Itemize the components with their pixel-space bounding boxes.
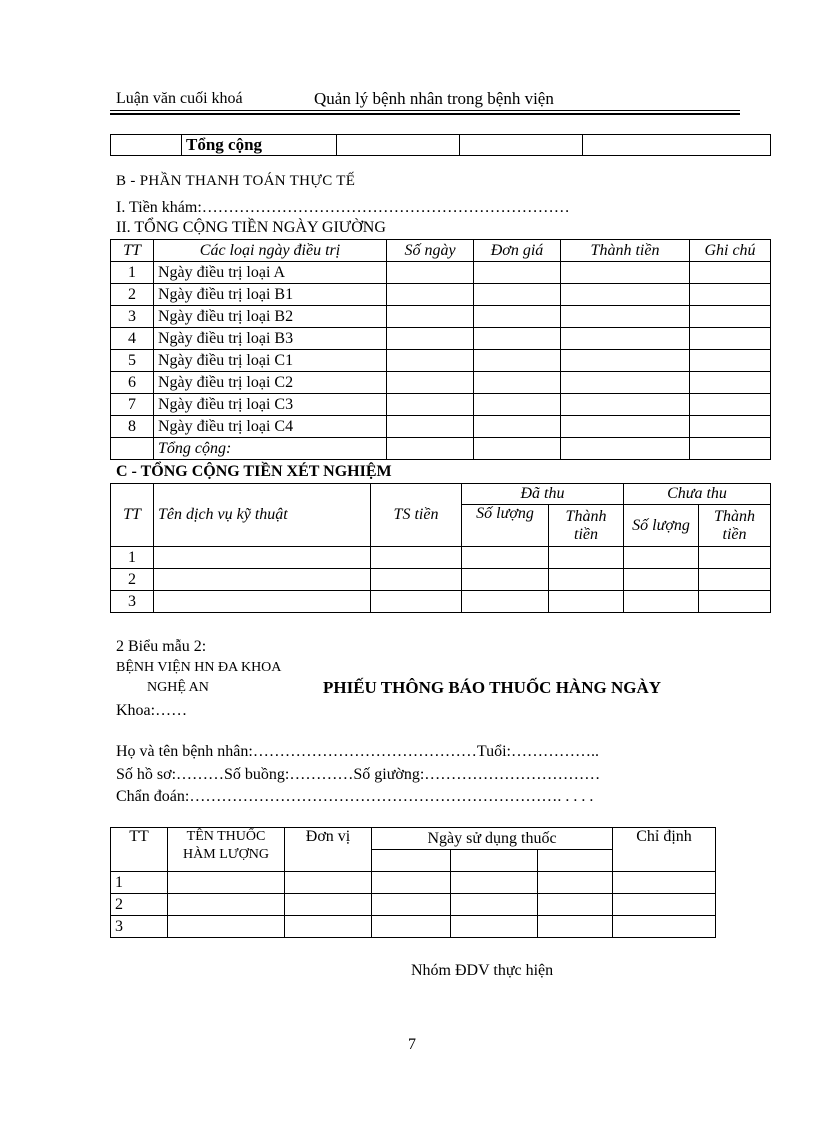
- col-header-thanh-tien-2: Thành tiền: [699, 505, 771, 547]
- row-tt: 3: [111, 591, 154, 613]
- table-cell: [561, 306, 690, 328]
- table-cell: [474, 372, 561, 394]
- tien-kham-line: I. Tiền khám:……………………………………………………………: [116, 199, 570, 216]
- total-label: Tổng cộng: [182, 135, 337, 156]
- table-cell: [285, 872, 372, 894]
- row-tt: 2: [111, 569, 154, 591]
- table-cell: [451, 916, 538, 938]
- table-cell: [337, 135, 460, 156]
- row-name: Ngày điều trị loại B3: [154, 328, 387, 350]
- table-cell: [462, 569, 549, 591]
- table-cell: [561, 284, 690, 306]
- row-tt: 2: [111, 284, 154, 306]
- table-cell: [538, 850, 613, 872]
- table-row: [111, 135, 771, 156]
- table-cell: [451, 894, 538, 916]
- table-cell: [583, 135, 771, 156]
- row-name: Ngày điều trị loại C2: [154, 372, 387, 394]
- table-cell: [372, 894, 451, 916]
- col-header-ngay-su-dung: Ngày sử dụng thuốc: [372, 828, 613, 850]
- col-header-chi-dinh: Chỉ định: [613, 828, 716, 872]
- table-cell: [538, 894, 613, 916]
- col-header-tt: TT: [111, 240, 154, 262]
- table-row: [111, 394, 771, 416]
- table-cell: [154, 547, 371, 569]
- table-row: [111, 284, 771, 306]
- row-tt: 6: [111, 372, 154, 394]
- table-row: [111, 569, 771, 591]
- table-header-row: [111, 240, 771, 262]
- table-cell: [372, 872, 451, 894]
- hospital-name-line1: BỆNH VIỆN HN ĐA KHOA: [116, 660, 282, 675]
- header-rule-thick: [110, 113, 740, 115]
- row-tt: 3: [111, 916, 168, 938]
- col-header-loai: Các loại ngày điều trị: [154, 240, 387, 262]
- page-number: 7: [408, 1036, 416, 1053]
- table-cell: [474, 438, 561, 460]
- col-header-so-luong-2: Số lượng: [624, 505, 699, 547]
- table-cell: [699, 547, 771, 569]
- table-cell: [690, 438, 771, 460]
- section-c-title: C - TỔNG CỘNG TIỀN XÉT NGHIỆM: [116, 463, 392, 480]
- col-header-da-thu: Đã thu: [462, 484, 624, 505]
- table-cell: [624, 591, 699, 613]
- table-cell: [168, 872, 285, 894]
- row-tt: 5: [111, 350, 154, 372]
- table-cell: [474, 350, 561, 372]
- table-cell: [451, 872, 538, 894]
- table-cell: [549, 547, 624, 569]
- table-cell: [561, 328, 690, 350]
- row-tt: 2: [111, 894, 168, 916]
- giuong-table: [110, 239, 771, 460]
- section-b-title: B - PHẦN THANH TOÁN THỰC TẾ: [116, 173, 356, 189]
- table-cell: [613, 872, 716, 894]
- row-tt: 1: [111, 547, 154, 569]
- ten-thuoc-label: TÊN THUỐC: [186, 829, 266, 844]
- table-cell: [460, 135, 583, 156]
- row-name: Ngày điều trị loại C1: [154, 350, 387, 372]
- table-row: [111, 262, 771, 284]
- table-cell: [474, 284, 561, 306]
- section-ii-title: II. TỔNG CỘNG TIỀN NGÀY GIƯỜNG: [116, 219, 386, 236]
- col-header-ten-thuoc: [168, 828, 285, 872]
- row-tt: 8: [111, 416, 154, 438]
- table-cell: [561, 438, 690, 460]
- table-cell: [285, 894, 372, 916]
- table-cell: [462, 547, 549, 569]
- table-cell: [387, 372, 474, 394]
- table-cell: [690, 306, 771, 328]
- table-cell: [372, 850, 451, 872]
- table-row: [111, 350, 771, 372]
- patient-name-line: Họ và tên bệnh nhân:……………………………………Tuổi:……………..: [116, 743, 599, 760]
- table-cell: [613, 916, 716, 938]
- table-total-row: [111, 438, 771, 460]
- table-cell: [387, 284, 474, 306]
- row-tt: 4: [111, 328, 154, 350]
- table-row: [111, 306, 771, 328]
- col-header-so-ngay: Số ngày: [387, 240, 474, 262]
- table-cell: [154, 569, 371, 591]
- row-name: Ngày điều trị loại B1: [154, 284, 387, 306]
- table-cell: [690, 372, 771, 394]
- row-tt: 1: [111, 262, 154, 284]
- table-cell: [387, 262, 474, 284]
- table-cell: [561, 372, 690, 394]
- table-cell: [372, 916, 451, 938]
- table-cell: [538, 916, 613, 938]
- col-header-thanh-tien: Thành tiền: [561, 240, 690, 262]
- col-header-don-vi: Đơn vị: [285, 828, 372, 872]
- table-cell: [690, 394, 771, 416]
- table-cell: [699, 591, 771, 613]
- table-row: [111, 372, 771, 394]
- table-cell: [561, 416, 690, 438]
- table-cell: [624, 569, 699, 591]
- xet-nghiem-table: [110, 483, 771, 613]
- table-row: [111, 416, 771, 438]
- table-cell: [387, 438, 474, 460]
- row-tt: 1: [111, 872, 168, 894]
- row-tt: 7: [111, 394, 154, 416]
- table-row: [111, 328, 771, 350]
- diagnosis-line: Chẩn đoán:……………………………………………………………. . . . .: [116, 788, 594, 805]
- bieu-mau-title: 2 Biểu mẫu 2:: [116, 638, 207, 655]
- col-header-ghi-chu: Ghi chú: [690, 240, 771, 262]
- table-cell: [474, 416, 561, 438]
- table-cell: [462, 591, 549, 613]
- table-cell: [451, 850, 538, 872]
- row-tt: 3: [111, 306, 154, 328]
- table-cell: [561, 394, 690, 416]
- table-header-row: [111, 828, 716, 850]
- col-header-don-gia: Đơn giá: [474, 240, 561, 262]
- row-name: Ngày điều trị loại A: [154, 262, 387, 284]
- table-cell: [690, 416, 771, 438]
- table-row: [111, 916, 716, 938]
- table-cell: [387, 350, 474, 372]
- table-header-row: [111, 484, 771, 505]
- table-cell: [690, 350, 771, 372]
- col-header-ten: Tên dịch vụ kỹ thuật: [154, 484, 371, 547]
- table-cell: [285, 916, 372, 938]
- hospital-name-line2: NGHỆ AN: [147, 680, 209, 695]
- table-cell: [549, 569, 624, 591]
- row-name: Ngày điều trị loại C4: [154, 416, 387, 438]
- total-label: Tổng cộng:: [154, 438, 387, 460]
- col-header-thanh-tien: Thành tiền: [549, 505, 624, 547]
- table-cell: [168, 894, 285, 916]
- table-cell: [561, 350, 690, 372]
- table-cell: [690, 262, 771, 284]
- table-cell: [387, 416, 474, 438]
- table-cell: [699, 569, 771, 591]
- form-title: PHIẾU THÔNG BÁO THUỐC HÀNG NGÀY: [323, 678, 661, 697]
- table-cell: [387, 394, 474, 416]
- ham-luong-label: HÀM LƯỢNG: [183, 847, 269, 862]
- table-cell: [154, 591, 371, 613]
- table-cell: [624, 547, 699, 569]
- table-cell: [111, 135, 182, 156]
- table-cell: [549, 591, 624, 613]
- table-row: [111, 894, 716, 916]
- table-cell: [474, 262, 561, 284]
- col-header-tt: TT: [111, 828, 168, 872]
- table-cell: [371, 547, 462, 569]
- top-total-table: [110, 134, 771, 156]
- header-left-text: Luận văn cuối khoá: [116, 90, 243, 107]
- row-name: Ngày điều trị loại B2: [154, 306, 387, 328]
- table-cell: [387, 306, 474, 328]
- table-cell: [168, 916, 285, 938]
- col-header-tt: TT: [111, 484, 154, 547]
- col-header-chua-thu: Chưa thu: [624, 484, 771, 505]
- table-cell: [538, 872, 613, 894]
- col-header-ts-tien: TS tiền: [371, 484, 462, 547]
- khoa-line: Khoa:……: [116, 702, 188, 719]
- header-rule-thin: [110, 110, 740, 111]
- table-cell: [613, 894, 716, 916]
- table-cell: [474, 328, 561, 350]
- signature-line: Nhóm ĐDV thực hiện: [411, 962, 554, 979]
- table-cell: [474, 306, 561, 328]
- table-row: [111, 872, 716, 894]
- table-cell: [111, 438, 154, 460]
- table-cell: [371, 569, 462, 591]
- table-cell: [561, 262, 690, 284]
- thuoc-table: [110, 827, 716, 938]
- record-number-line: Số hồ sơ:………Số buồng:…………Số giường:……………………………: [116, 766, 601, 783]
- table-cell: [371, 591, 462, 613]
- table-cell: [690, 284, 771, 306]
- col-header-so-luong: Số lượng: [462, 505, 549, 547]
- row-name: Ngày điều trị loại C3: [154, 394, 387, 416]
- table-cell: [690, 328, 771, 350]
- table-row: [111, 547, 771, 569]
- header-right-text: Quản lý bệnh nhân trong bệnh viện: [314, 89, 554, 108]
- table-cell: [387, 328, 474, 350]
- table-row: [111, 591, 771, 613]
- table-cell: [474, 394, 561, 416]
